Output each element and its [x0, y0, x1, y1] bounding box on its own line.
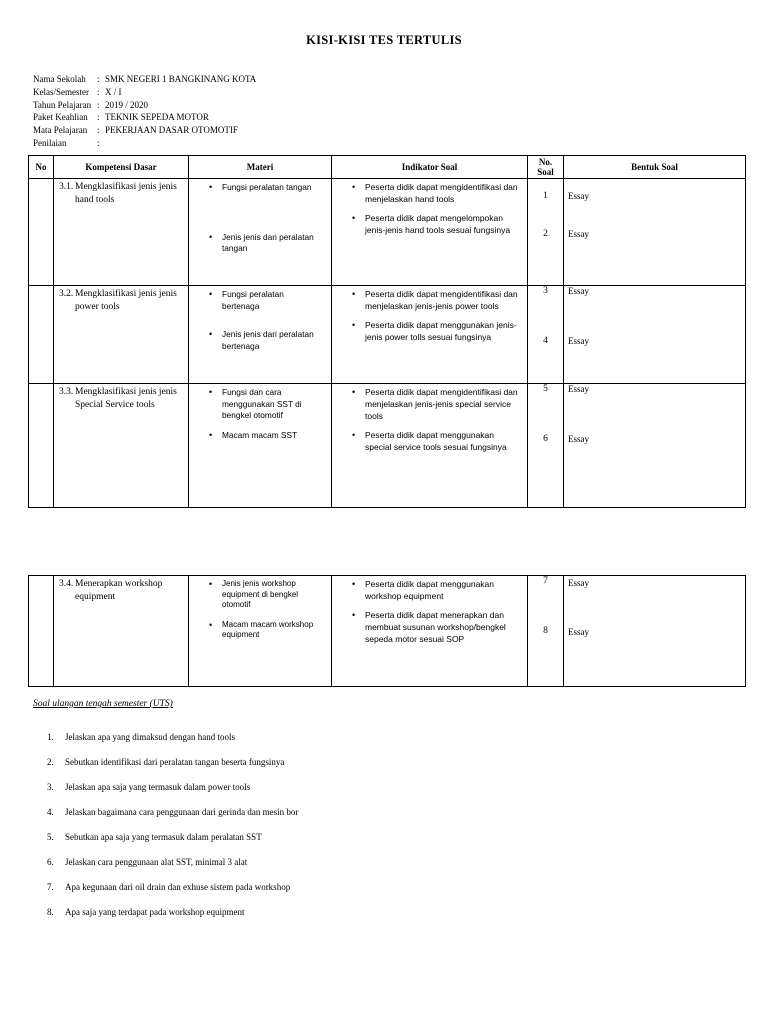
question-text: Jelaskan apa saja yang termasuk dalam power tools: [65, 782, 251, 792]
bentuk-value: Essay: [568, 627, 589, 637]
info-label: Nama Sekolah: [33, 74, 86, 84]
bentuk-value: Essay: [568, 191, 589, 201]
kd-text: Mengklasifikasi jenis jenis power tools: [75, 289, 177, 312]
question-text: Sebutkan apa saja yang termasuk dalam peralatan SST: [65, 832, 262, 842]
header-no: No: [29, 156, 54, 179]
cell-materi: [189, 286, 332, 384]
no-soal-value: 1: [543, 191, 548, 201]
list-item: [33, 882, 298, 907]
header-no-soal-line2: Soal: [537, 167, 554, 177]
kd-number: 3.3.: [59, 387, 74, 397]
kd-number: 3.1.: [59, 182, 74, 192]
indikator-item: • Peserta didik dapat menggunakan special service tools sesuai fungsinya: [350, 429, 521, 453]
cell-no-soal: [528, 576, 564, 687]
materi-item: • Fungsi dan cara menggunakan SST di bengkel otomotif: [207, 387, 317, 422]
info-separator: :: [97, 86, 100, 97]
list-item: [33, 857, 298, 882]
question-number: 5.: [47, 832, 54, 842]
cell-materi: [189, 384, 332, 508]
indikator-item: • Peserta didik dapat mengidentifikasi dan menjelaskan jenis-jenis special service tools: [350, 386, 521, 422]
info-separator: :: [97, 112, 100, 123]
header-no-soal: [528, 156, 564, 179]
cell-no: [29, 384, 54, 508]
document-title: KISI-KISI TES TERTULIS: [306, 33, 462, 47]
cell-materi: [189, 179, 332, 286]
cell-no-soal: [528, 384, 564, 508]
question-text: Jelaskan cara penggunaan alat SST, minimal 3 alat: [65, 857, 248, 867]
kisi-kisi-table-continued: [28, 575, 746, 687]
cell-bentuk: [564, 576, 746, 687]
list-item: [33, 757, 298, 782]
cell-kompetensi: [54, 286, 189, 384]
list-item: [33, 807, 298, 832]
question-number: 6.: [47, 857, 54, 867]
header-indikator: Indikator Soal: [332, 156, 528, 179]
question-number: 1.: [47, 732, 54, 742]
info-row-package: [33, 111, 256, 124]
question-text: Apa kegunaan dari oil drain dan exhuse sistem pada workshop: [65, 882, 291, 892]
cell-no: [29, 576, 54, 687]
uts-heading: Soal ulangan tengah semester (UTS): [33, 699, 173, 709]
list-item: [33, 782, 298, 807]
info-row-year: [33, 99, 256, 112]
materi-item: • Jenis jenis dari peralatan bertenaga: [207, 329, 327, 352]
cell-bentuk: [564, 286, 746, 384]
question-text: Jelaskan apa yang dimaksud dengan hand tools: [65, 732, 235, 742]
question-number: 8.: [47, 907, 54, 917]
bentuk-value: Essay: [568, 229, 589, 239]
no-soal-value: 4: [543, 336, 548, 346]
question-number: 4.: [47, 807, 54, 817]
no-soal-value: 8: [543, 626, 548, 636]
table-row: [29, 179, 746, 286]
indikator-item: • Peserta didik dapat menggunakan jenis-jenis power tolls sesuai fungsinya: [350, 319, 521, 343]
kisi-kisi-table: [28, 155, 746, 508]
info-label: Tahun Pelajaran: [33, 99, 92, 110]
question-text: Sebutkan identifikasi dari peralatan tangan beserta fungsinya: [65, 757, 285, 767]
cell-kompetensi: [54, 384, 189, 508]
info-row-assessment: [33, 137, 256, 150]
info-separator: :: [97, 137, 100, 148]
no-soal-value: 7: [543, 576, 548, 586]
cell-indikator: [332, 179, 528, 286]
cell-no: [29, 286, 54, 384]
kd-number: 3.4.: [59, 579, 74, 589]
materi-item: • Macam macam SST: [207, 430, 327, 442]
no-soal-value: 5: [543, 384, 548, 394]
no-soal-value: 3: [543, 286, 548, 296]
question-number: 2.: [47, 757, 54, 767]
info-row-school: [33, 73, 256, 86]
info-value: SMK NEGERI 1 BANGKINANG KOTA: [105, 74, 257, 84]
header-materi: Materi: [189, 156, 332, 179]
info-label: Kelas/Semester: [33, 86, 89, 97]
no-soal-value: 6: [543, 434, 548, 444]
cell-bentuk: [564, 384, 746, 508]
info-value: 2019 / 2020: [105, 99, 149, 110]
bentuk-value: Essay: [568, 384, 589, 394]
kd-text: Mengklasifikasi jenis jenis Special Service tools: [75, 387, 177, 410]
materi-item: • Macam macam workshop equipment: [207, 620, 317, 641]
info-separator: :: [97, 125, 100, 136]
info-value: X / I: [105, 86, 122, 97]
cell-indikator: [332, 384, 528, 508]
info-label: Paket Keahlian: [33, 112, 88, 123]
list-item: [33, 907, 298, 932]
info-block: [33, 73, 256, 150]
info-row-class: [33, 86, 256, 99]
indikator-item: • Peserta didik dapat menerapkan dan membuat susunan workshop/bengkel sepeda motor sesuai SOP: [350, 609, 521, 645]
cell-no-soal: [528, 179, 564, 286]
kd-number: 3.2.: [59, 289, 74, 299]
info-row-subject: [33, 124, 256, 137]
table-header-row: [29, 156, 746, 179]
info-separator: :: [97, 99, 100, 110]
bentuk-value: Essay: [568, 434, 589, 444]
cell-indikator: [332, 576, 528, 687]
materi-item: • Jenis jenis dari peralatan tangan: [207, 232, 327, 255]
question-number: 7.: [47, 882, 54, 892]
cell-no-soal: [528, 286, 564, 384]
info-value: TEKNIK SEPEDA MOTOR: [105, 112, 209, 123]
question-text: Apa saja yang terdapat pada workshop equipment: [65, 907, 245, 917]
kd-text: Mengklasifikasi jenis jenis hand tools: [75, 182, 177, 205]
question-text: Jelaskan bagaimana cara penggunaan dari gerinda dan mesin bor: [65, 807, 299, 817]
header-no-soal-line1: No.: [538, 157, 553, 167]
no-soal-value: 2: [543, 229, 548, 239]
cell-kompetensi: [54, 179, 189, 286]
indikator-item: • Peserta didik dapat mengelompokan jenis-jenis hand tools sesuai fungsinya: [350, 212, 521, 236]
indikator-item: • Peserta didik dapat menggunakan workshop equipment: [350, 578, 521, 602]
bentuk-value: Essay: [568, 578, 589, 588]
materi-item: • Fungsi peralatan tangan: [207, 182, 327, 194]
uts-question-list: [33, 732, 298, 932]
table-row: [29, 576, 746, 687]
cell-no: [29, 179, 54, 286]
indikator-item: • Peserta didik dapat mengidentifikasi dan menjelaskan hand tools: [350, 181, 521, 205]
cell-indikator: [332, 286, 528, 384]
info-separator: :: [97, 74, 100, 84]
table-row: [29, 384, 746, 508]
table-row: [29, 286, 746, 384]
bentuk-value: Essay: [568, 336, 589, 346]
cell-bentuk: [564, 179, 746, 286]
materi-item: • Fungsi peralatan bertenaga: [207, 289, 312, 312]
kd-text: Menerapkan workshop equipment: [75, 579, 163, 602]
info-label: Mata Pelajaran: [33, 125, 88, 136]
materi-item: • Jenis jenis workshop equipment di bengkel otomotif: [207, 579, 317, 611]
cell-materi: [189, 576, 332, 687]
list-item: [33, 732, 298, 757]
info-label: Penilaian: [33, 137, 67, 148]
bentuk-value: Essay: [568, 286, 589, 296]
header-bentuk: Bentuk Soal: [564, 156, 746, 179]
info-value: PEKERJAAN DASAR OTOMOTIF: [105, 125, 238, 136]
question-number: 3.: [47, 782, 54, 792]
list-item: [33, 832, 298, 857]
indikator-item: • Peserta didik dapat mengidentifikasi dan menjelaskan jenis-jenis power tools: [350, 288, 521, 312]
header-kompetensi: Kompetensi Dasar: [54, 156, 189, 179]
cell-kompetensi: [54, 576, 189, 687]
